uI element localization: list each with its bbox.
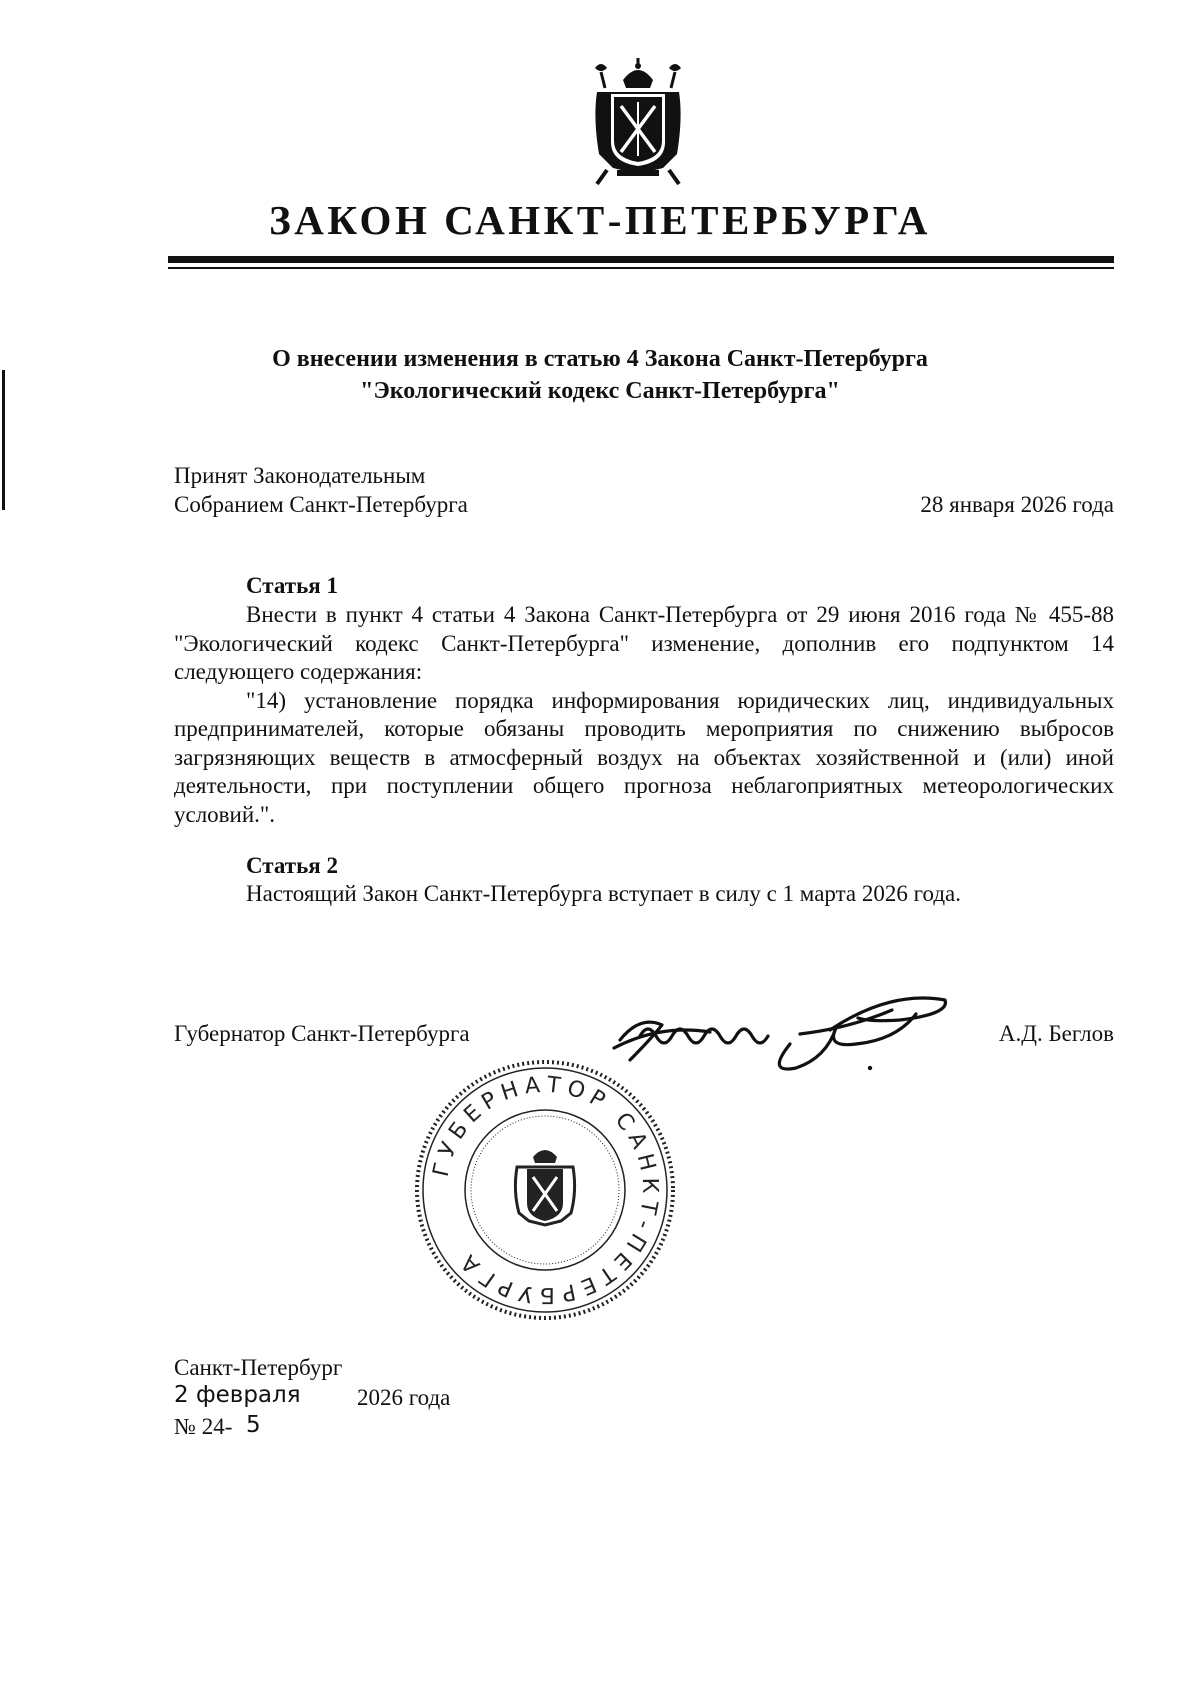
- article-1-paragraph-2: "14) установление порядка информирования юридических лиц, индивидуальных предпринимателей, которые обязаны проводить мероприятия по снижению выбросов загрязняющих веществ в атмосферный воздух на объектах хозяйственной и (или) иной деятельности, при поступлении общего прогноза неблагоприятных метеорологических условий.".: [174, 687, 1114, 827]
- title-rule-thick: [168, 256, 1114, 263]
- law-title-line-2: "Экологический кодекс Санкт-Петербурга": [360, 378, 840, 404]
- seal-outer-text: ГУБЕРНАТОР САНКТ-ПЕТЕРБУРГА: [428, 1072, 663, 1308]
- signatory-title: Губернатор Санкт-Петербурга: [174, 1021, 470, 1046]
- official-seal: [410, 1055, 680, 1325]
- adoption-statement: [174, 461, 468, 519]
- law-title: [0, 343, 1200, 407]
- signing-date-year: 2026 года: [357, 1385, 451, 1410]
- signing-place: Санкт-Петербург: [174, 1355, 343, 1380]
- adoption-line-1: Принят Законодательным: [174, 463, 426, 488]
- adoption-line-2: Собранием Санкт-Петербурга: [174, 492, 468, 517]
- document-title: ЗАКОН САНКТ-ПЕТЕРБУРГА: [269, 197, 931, 243]
- article-1-paragraph-1: Внести в пункт 4 статьи 4 Закона Санкт-Петербурга от 29 июня 2016 года № 455-88 "Экологический кодекс Санкт-Петербурга" изменение, дополнив его подпунктом 14 следующего содержания:: [174, 602, 1114, 684]
- title-rule-thin: [168, 267, 1114, 269]
- article-1-heading: Статья 1: [246, 573, 338, 598]
- coat-of-arms-emblem: [583, 58, 693, 186]
- law-title-line-1: О внесении изменения в статью 4 Закона Санкт-Петербурга: [272, 346, 928, 372]
- adoption-date: 28 января 2026 года: [920, 492, 1114, 517]
- law-number-label: № 24-: [174, 1414, 233, 1439]
- signing-date-day-month: 2 февраля: [174, 1382, 301, 1408]
- article-1-body: [174, 601, 1114, 829]
- law-number-value: 5: [246, 1412, 261, 1438]
- article-2-heading: Статья 2: [246, 853, 338, 878]
- signatory-name: А.Д. Беглов: [998, 1021, 1114, 1046]
- article-2-body: Настоящий Закон Санкт-Петербурга вступает в силу с 1 марта 2026 года.: [246, 881, 961, 906]
